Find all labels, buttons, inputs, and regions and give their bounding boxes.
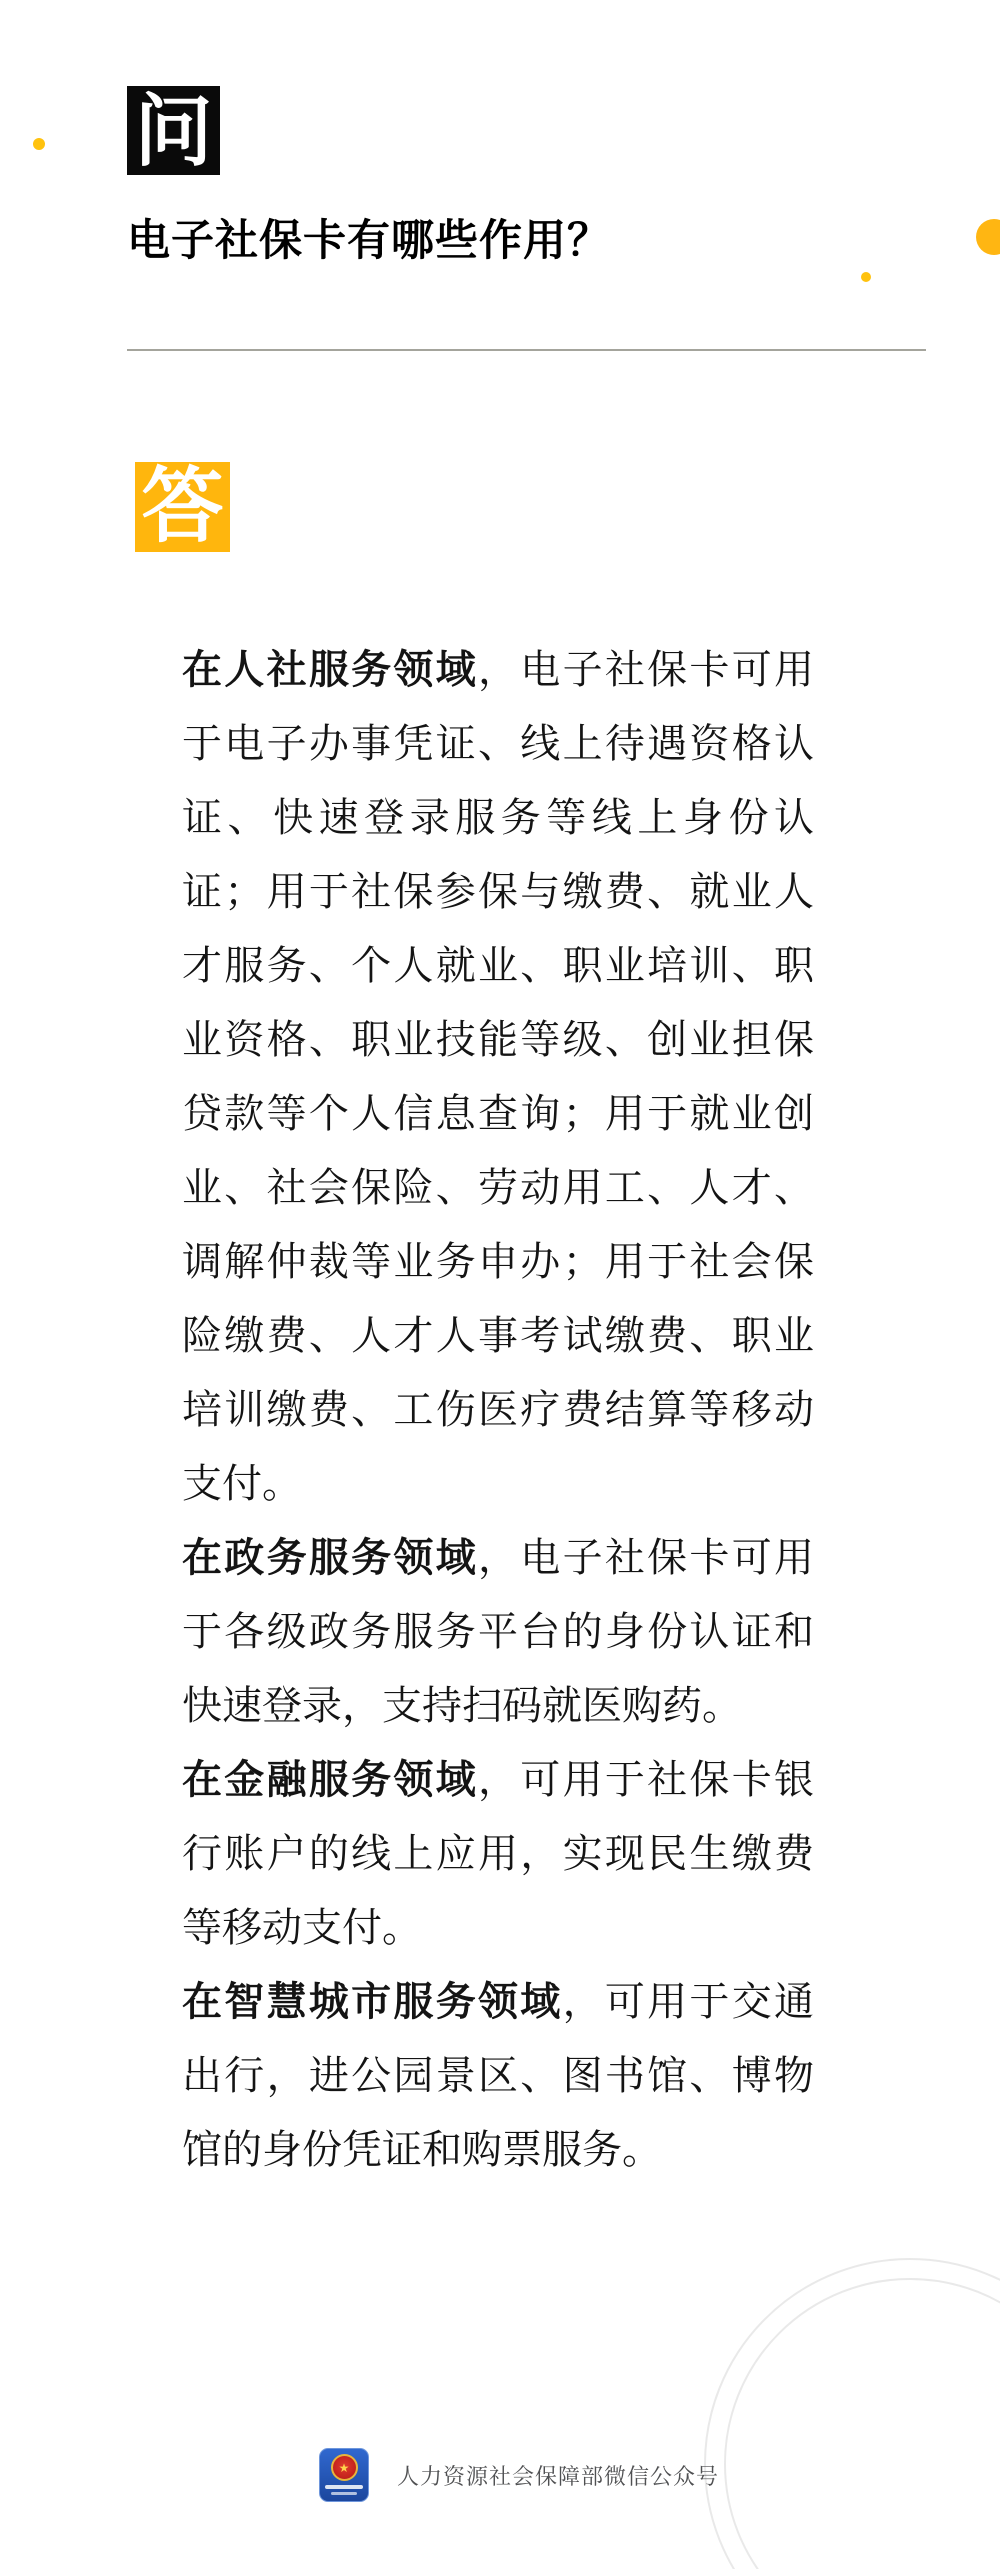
divider-line	[127, 349, 926, 351]
answer-icon-glyph: 答	[141, 461, 224, 552]
body-paragraph	[182, 1743, 814, 1965]
emblem-star-icon: ★	[338, 2460, 350, 2475]
paragraph-text: ，电子社保卡可用于电子办事凭证、线上待遇资格认证、快速登录服务等线上身份认证；用于社保参保与缴费、就业人才服务、个人就业、职业培训、职业资格、职业技能等级、创业担保贷款等个人信息查询；用于就业创业、社会保险、劳动用工、人才、调解仲裁等业务申办；用于社会保险缴费、人才人事考试缴费、职业培训缴费、工伤医疗费结算等移动支付。	[182, 647, 814, 1507]
decorative-dot-icon	[976, 219, 1000, 255]
decorative-dot-icon	[33, 138, 45, 150]
badge-caption-bar	[331, 2492, 357, 2495]
question-icon-glyph: 问	[134, 86, 213, 175]
paragraph-text: ，可用于社保卡银行账户的线上应用，实现民生缴费等移动支付。	[182, 1757, 814, 1951]
paragraph-text: ，可用于交通出行，进公园景区、图书馆、博物馆的身份凭证和购票服务。	[182, 1979, 815, 2173]
decorative-dot-icon	[861, 272, 871, 282]
answer-icon	[135, 462, 230, 552]
body-paragraph	[182, 1521, 814, 1743]
paragraph-lead: 在人社服务领域	[182, 646, 478, 693]
paragraph-lead: 在政务服务领域	[182, 1534, 478, 1581]
paragraph-text: ，电子社保卡可用于各级政务服务平台的身份认证和快速登录，支持扫码就医购药。	[182, 1535, 814, 1729]
footer-account-label: 人力资源社会保障部微信公众号	[397, 2463, 720, 2489]
national-emblem-icon	[331, 2454, 358, 2481]
page-title: 电子社保卡有哪些作用？	[127, 217, 611, 265]
body-paragraph	[182, 1965, 814, 2187]
question-icon	[127, 86, 220, 175]
paragraph-lead: 在智慧城市服务领域	[182, 1978, 563, 2025]
paragraph-lead: 在金融服务领域	[182, 1756, 478, 1803]
footer	[319, 2448, 719, 2502]
ministry-emblem-badge-icon	[319, 2448, 369, 2502]
badge-caption-bar	[325, 2485, 363, 2489]
body-paragraph	[182, 633, 814, 1521]
answer-body	[182, 633, 814, 2187]
